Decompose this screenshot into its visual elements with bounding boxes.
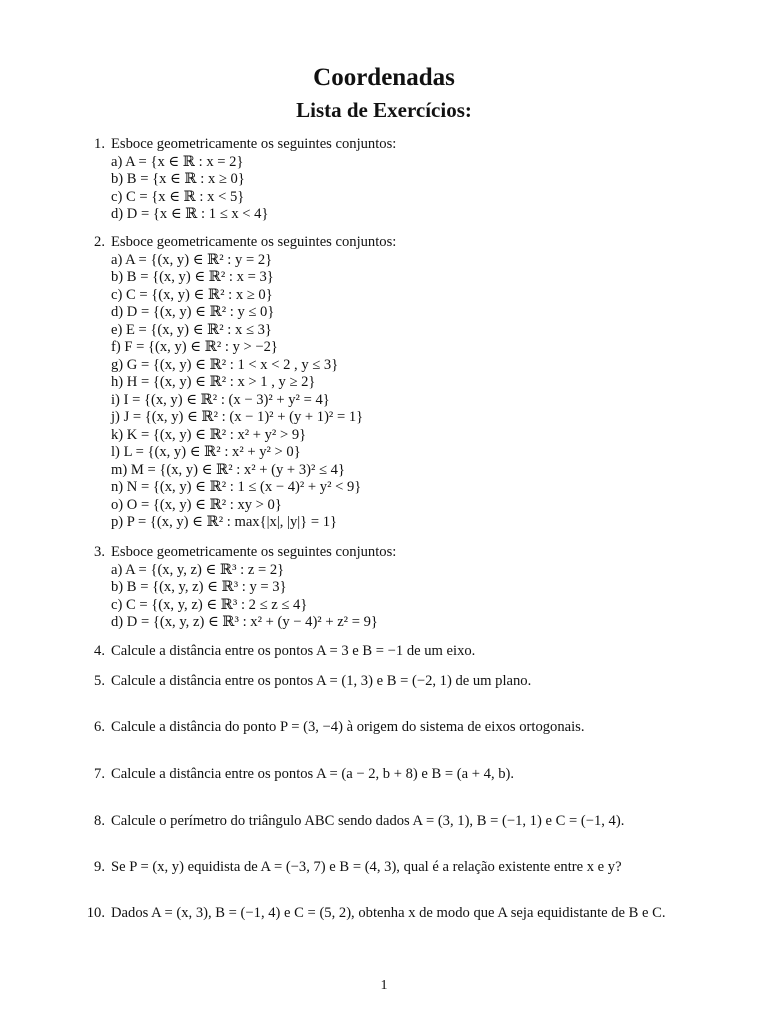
exercise-line: l) L = {(x, y) ∈ ℝ² : x² + y² > 0} xyxy=(111,444,301,460)
exercise-number: 1. xyxy=(94,136,105,152)
exercise-number: 5. xyxy=(94,673,105,689)
exercise-line: p) P = {(x, y) ∈ ℝ² : max{|x|, |y|} = 1} xyxy=(111,514,338,530)
exercise-6 xyxy=(94,719,585,737)
exercise-line: i) I = {(x, y) ∈ ℝ² : (x − 3)² + y² = 4} xyxy=(111,391,330,408)
exercise-line: Dados A = (x, 3), B = (−1, 4) e C = (5, 2), obtenha x de modo que A seja equidistante de B e C. xyxy=(111,905,666,921)
page-subtitle: Lista de Exercícios: xyxy=(296,98,472,122)
exercise-line: c) C = {(x, y, z) ∈ ℝ³ : 2 ≤ z ≤ 4} xyxy=(111,596,308,613)
exercise-line: n) N = {(x, y) ∈ ℝ² : 1 ≤ (x − 4)² + y² < 9} xyxy=(111,479,362,495)
exercise-line: e) E = {(x, y) ∈ ℝ² : x ≤ 3} xyxy=(111,321,272,338)
exercise-number: 8. xyxy=(94,813,105,829)
exercise-10 xyxy=(86,905,695,923)
exercise-line: Calcule a distância entre os pontos A = (1, 3) e B = (−2, 1) de um plano. xyxy=(111,673,532,689)
exercise-3 xyxy=(94,544,397,632)
exercise-line: Calcule o perímetro do triângulo ABC sendo dados A = (3, 1), B = (−1, 1) e C = (−1, 4). xyxy=(111,813,625,829)
exercise-line: f) F = {(x, y) ∈ ℝ² : y > −2} xyxy=(111,339,278,355)
exercise-line: c) C = {(x, y) ∈ ℝ² : x ≥ 0} xyxy=(111,286,273,303)
exercise-number: 9. xyxy=(94,859,105,875)
exercise-number: 3. xyxy=(94,544,105,560)
exercise-number: 2. xyxy=(94,234,105,250)
exercise-number: 10. xyxy=(86,905,105,921)
exercise-line: d) D = {x ∈ ℝ : 1 ≤ x < 4} xyxy=(111,206,269,222)
exercise-line: Calcule a distância entre os pontos A = (a − 2, b + 8) e B = (a + 4, b). xyxy=(111,766,515,782)
exercise-line: Calcule a distância entre os pontos A = 3 e B = −1 de um eixo. xyxy=(111,643,476,659)
exercise-number: 4. xyxy=(94,643,105,659)
exercise-line: d) D = {(x, y) ∈ ℝ² : y ≤ 0} xyxy=(111,304,275,320)
exercise-line: a) A = {(x, y, z) ∈ ℝ³ : z = 2} xyxy=(111,561,285,578)
exercise-line: m) M = {(x, y) ∈ ℝ² : x² + (y + 3)² ≤ 4} xyxy=(111,461,345,478)
exercise-line: a) A = {x ∈ ℝ : x = 2} xyxy=(111,153,244,170)
exercise-line: g) G = {(x, y) ∈ ℝ² : 1 < x < 2 , y ≤ 3} xyxy=(111,356,339,373)
exercise-1 xyxy=(94,136,397,224)
exercise-line: b) B = {x ∈ ℝ : x ≥ 0} xyxy=(111,171,245,187)
exercise-line: o) O = {(x, y) ∈ ℝ² : xy > 0} xyxy=(111,496,282,513)
exercise-line: h) H = {(x, y) ∈ ℝ² : x > 1 , y ≥ 2} xyxy=(111,374,316,390)
exercise-line: k) K = {(x, y) ∈ ℝ² : x² + y² > 9} xyxy=(111,426,307,443)
exercise-7 xyxy=(94,766,515,784)
exercise-line: Se P = (x, y) equidista de A = (−3, 7) e B = (4, 3), qual é a relação existente entre x e y? xyxy=(111,859,622,875)
exercise-line: b) B = {(x, y, z) ∈ ℝ³ : y = 3} xyxy=(111,579,287,595)
exercise-9 xyxy=(94,859,622,877)
exercise-line: Esboce geometricamente os seguintes conjuntos: xyxy=(111,544,397,560)
exercise-line: j) J = {(x, y) ∈ ℝ² : (x − 1)² + (y + 1)² = 1} xyxy=(111,409,364,425)
exercise-line: Calcule a distância do ponto P = (3, −4) à origem do sistema de eixos ortogonais. xyxy=(111,719,585,735)
exercise-line: a) A = {(x, y) ∈ ℝ² : y = 2} xyxy=(111,251,273,268)
page-title: Coordenadas xyxy=(313,64,455,91)
exercise-line: c) C = {x ∈ ℝ : x < 5} xyxy=(111,188,245,205)
exercise-8 xyxy=(94,813,625,831)
exercise-line: d) D = {(x, y, z) ∈ ℝ³ : x² + (y − 4)² + z² = 9} xyxy=(111,614,378,630)
page-number: 1 xyxy=(380,978,388,993)
exercise-number: 7. xyxy=(94,766,105,782)
exercise-5 xyxy=(94,673,532,691)
exercise-4 xyxy=(94,643,476,661)
exercise-line: b) B = {(x, y) ∈ ℝ² : x = 3} xyxy=(111,269,274,285)
exercise-line: Esboce geometricamente os seguintes conjuntos: xyxy=(111,234,397,250)
exercise-2 xyxy=(94,234,397,532)
exercise-line: Esboce geometricamente os seguintes conjuntos: xyxy=(111,136,397,152)
exercise-number: 6. xyxy=(94,719,105,735)
